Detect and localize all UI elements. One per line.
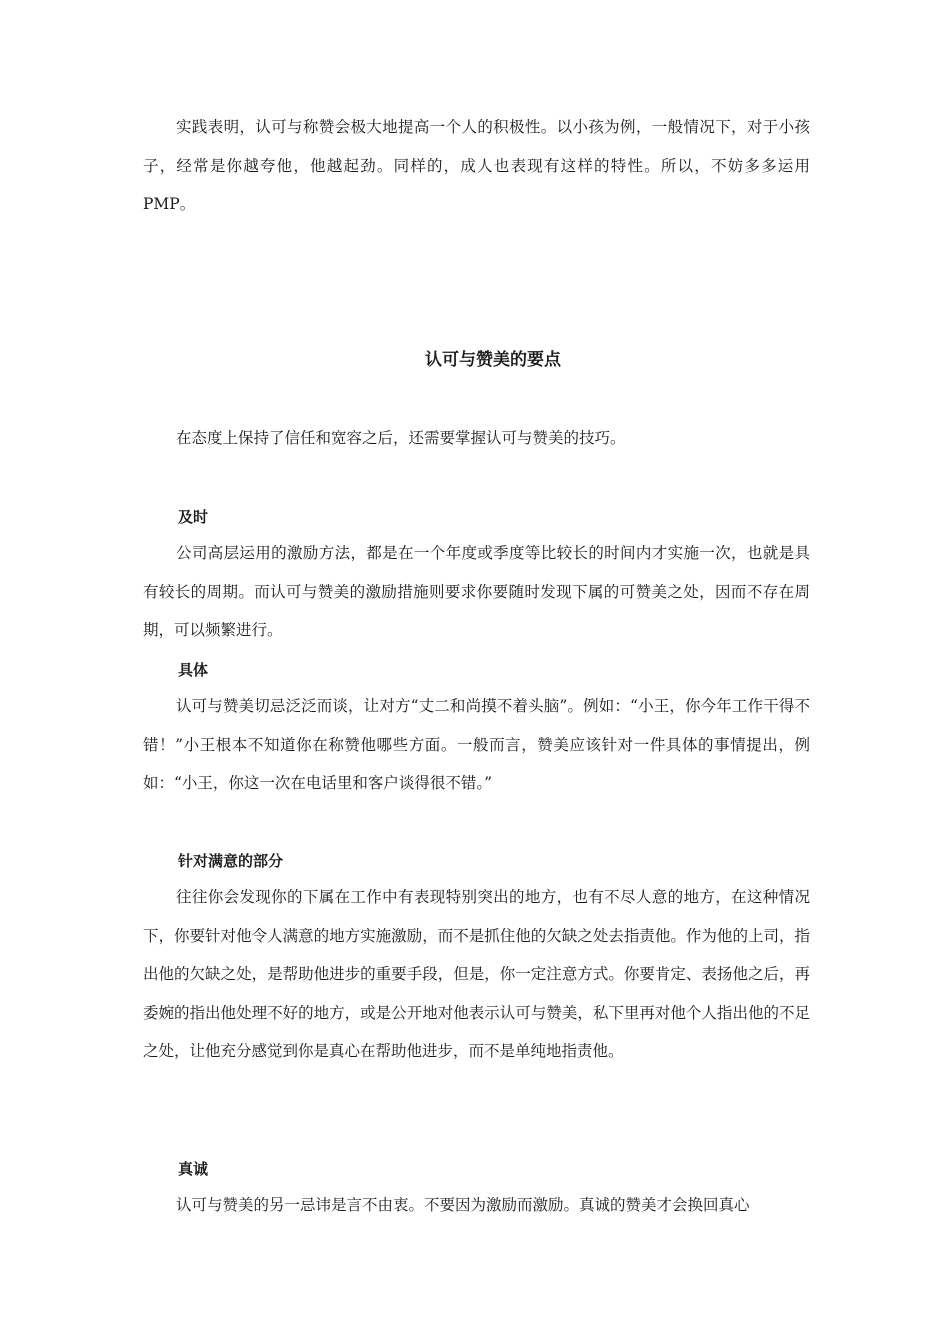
point-body-sincere: 认可与赞美的另一忌讳是言不由衷。不要因为激励而激励。真诚的赞美才会换回真心 <box>176 1196 750 1214</box>
point-heading-satisfactory-part: 针对满意的部分 <box>178 852 284 870</box>
section-title: 认可与赞美的要点 <box>425 350 561 370</box>
point-heading-timely: 及时 <box>178 508 209 526</box>
section-intro-paragraph: 在态度上保持了信任和宽容之后，还需要掌握认可与赞美的技巧。 <box>176 429 626 447</box>
point-body-specific: 认可与赞美切忌泛泛而谈，让对方“丈二和尚摸不着头脑”。例如：“小王，你今年工作干得不错！”小王根本不知道你在称赞他哪些方面。一般而言，赞美应该针对一件具体的事情提出，例如：“小王，你这一次在电话里和客户谈得很不错。” <box>143 697 810 792</box>
intro-paragraph: 实践表明，认可与称赞会极大地提高一个人的积极性。以小孩为例，一般情况下，对于小孩子，经常是你越夸他，他越起劲。同样的，成人也表现有这样的特性。所以，不妨多多运用PMP。 <box>143 118 810 213</box>
point-body-satisfactory-part: 往往你会发现你的下属在工作中有表现特别突出的地方，也有不尽人意的地方，在这种情况下，你要针对他令人满意的地方实施激励，而不是抓住他的欠缺之处去指责他。作为他的上司，指出他的欠缺之处，是帮助他进步的重要手段，但是，你一定注意方式。你要肯定、表扬他之后，再委婉的指出他处理不好的地方，或是公开地对他表示认可与赞美，私下里再对他个人指出他的不足之处，让他充分感觉到你是真心在帮助他进步，而不是单纯地指责他。 <box>143 888 810 1060</box>
point-heading-sincere: 真诚 <box>178 1160 209 1178</box>
point-heading-specific: 具体 <box>178 661 209 679</box>
point-body-timely: 公司高层运用的激励方法，都是在一个年度或季度等比较长的时间内才实施一次，也就是具有较长的周期。而认可与赞美的激励措施则要求你要随时发现下属的可赞美之处，因而不存在周期，可以频繁进行。 <box>143 544 810 639</box>
